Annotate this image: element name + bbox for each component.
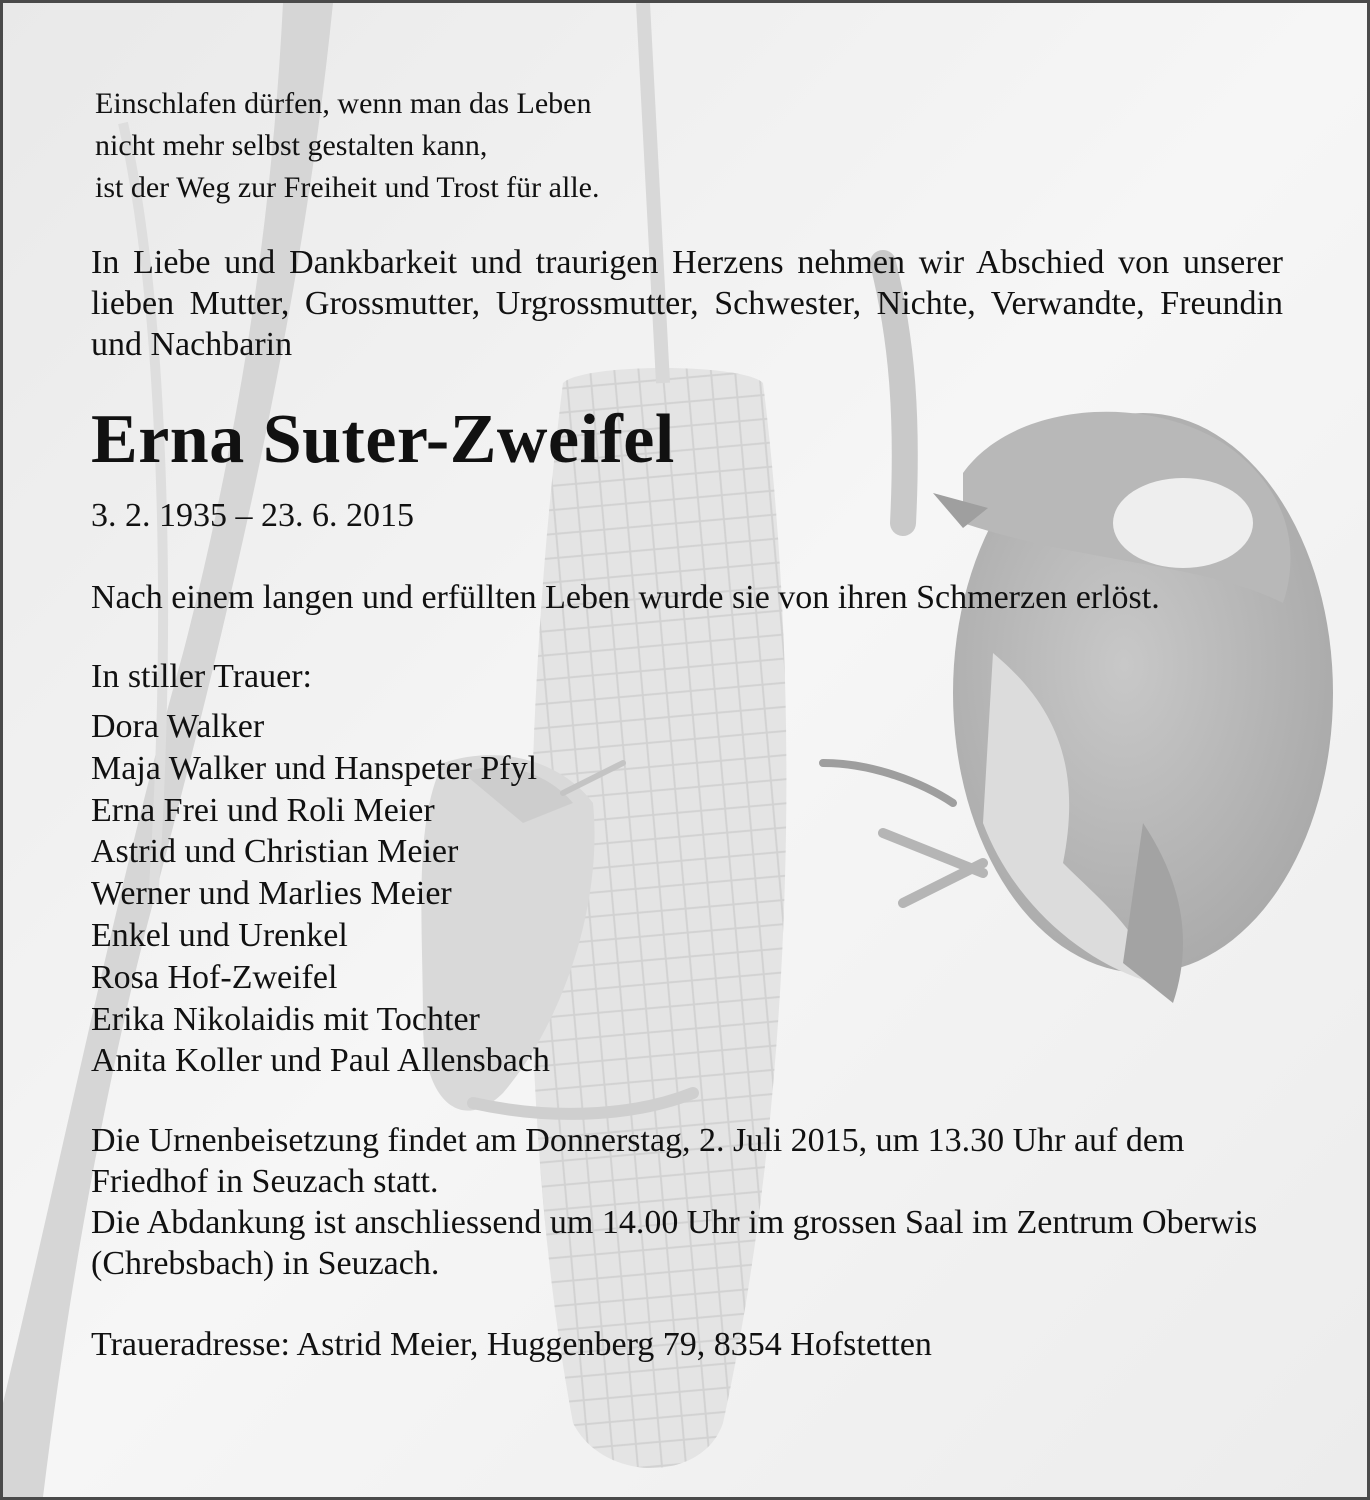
burial-text: Die Urnenbeisetzung findet am Donnerstag, 2. Juli 2015, um 13.30 Uhr auf dem Friedhof in Seuzach statt. bbox=[91, 1122, 1185, 1201]
motto-line: nicht mehr selbst gestalten kann, bbox=[95, 129, 488, 162]
mourner-item: Enkel und Urenkel bbox=[91, 916, 348, 954]
mourners-list bbox=[91, 706, 1283, 1082]
intro-paragraph: In Liebe und Dankbarkeit und traurigen Herzens nehmen wir Abschied von unserer lieben Mutter, Grossmutter, Urgrossmutter, Schwester, Nichte, Verwandte, Freundin und Nachbarin bbox=[91, 244, 1283, 363]
mourner-item: Erika Nikolaidis mit Tochter bbox=[91, 1000, 480, 1038]
life-dates: 3. 2. 1935 – 23. 6. 2015 bbox=[91, 497, 414, 534]
mourner-item: Astrid und Christian Meier bbox=[91, 833, 459, 871]
mourner-item: Erna Frei und Roli Meier bbox=[91, 791, 435, 829]
mourner-item: Werner und Marlies Meier bbox=[91, 875, 452, 913]
relief-paragraph: Nach einem langen und erfüllten Leben wurde sie von ihren Schmerzen erlöst. bbox=[91, 579, 1160, 616]
mourners-heading: In stiller Trauer: bbox=[91, 658, 312, 695]
motto-line: Einschlafen dürfen, wenn man das Leben bbox=[95, 87, 592, 120]
mourner-item: Anita Koller und Paul Allensbach bbox=[91, 1042, 550, 1080]
ceremony-info bbox=[91, 1120, 1283, 1284]
motto-line: ist der Weg zur Freiheit und Trost für alle. bbox=[95, 171, 600, 204]
motto-verse bbox=[95, 83, 1283, 209]
mourning-address: Traueradresse: Astrid Meier, Huggenberg 79, 8354 Hofstetten bbox=[91, 1326, 932, 1364]
mourner-item: Dora Walker bbox=[91, 708, 265, 745]
deceased-name: Erna Suter-Zweifel bbox=[91, 401, 675, 478]
notice-text bbox=[91, 83, 1283, 1366]
mourner-item: Maja Walker und Hanspeter Pfyl bbox=[91, 749, 538, 787]
service-text: Die Abdankung ist anschliessend um 14.00 Uhr im grossen Saal im Zentrum Oberwis (Chrebsbach) in Seuzach. bbox=[91, 1204, 1258, 1283]
mourner-item: Rosa Hof-Zweifel bbox=[91, 958, 338, 996]
